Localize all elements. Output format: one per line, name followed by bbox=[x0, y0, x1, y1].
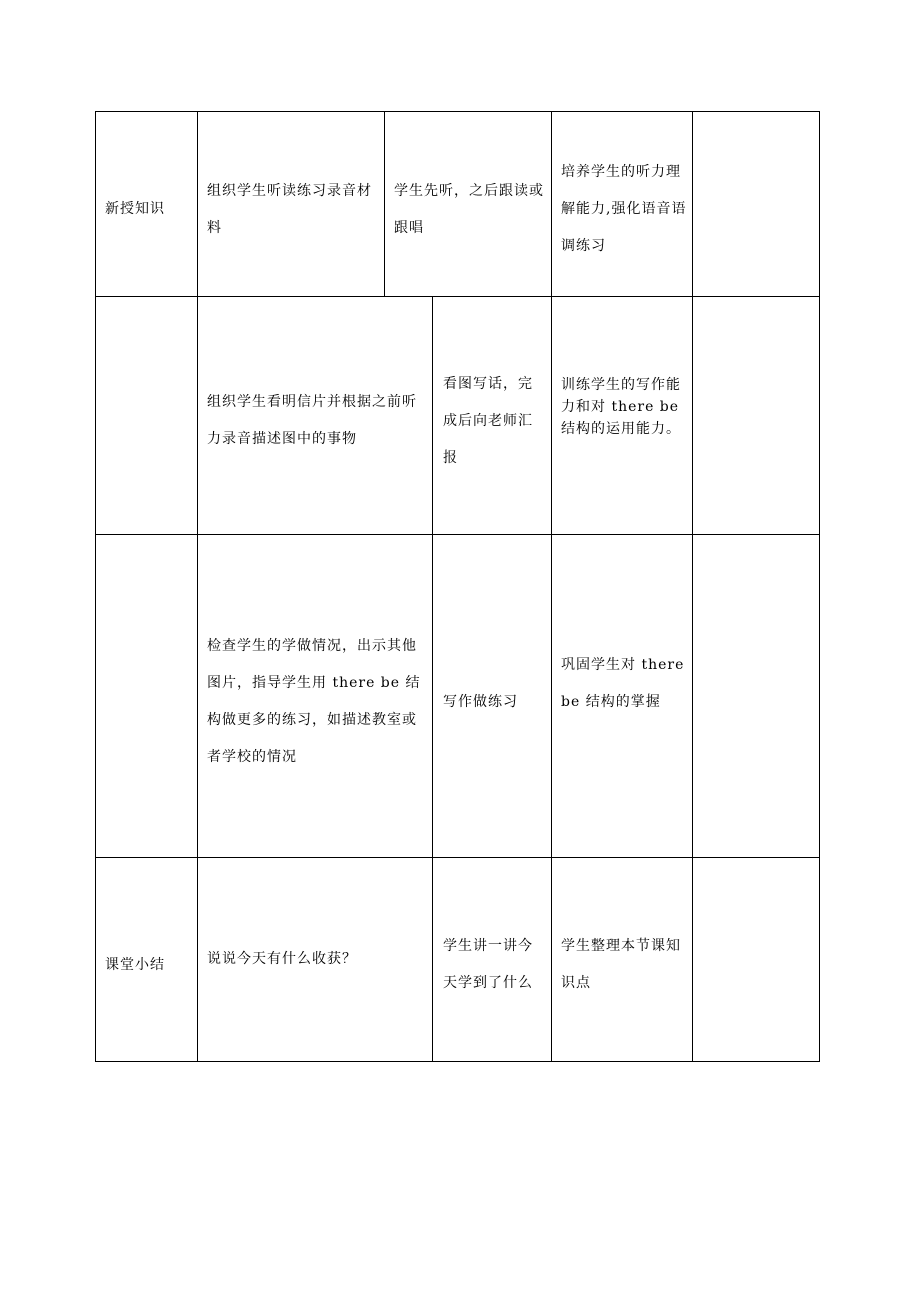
column-divider bbox=[432, 296, 433, 1062]
column-divider bbox=[551, 111, 552, 1062]
table-border-bottom bbox=[95, 1061, 820, 1062]
teacher-activity-cell: 检查学生的学做情况，出示其他图片，指导学生用 there be 结构做更多的练习，如描述教室或者学校的情况 bbox=[207, 638, 421, 765]
row-divider bbox=[95, 296, 820, 297]
stage-cell: 新授知识 bbox=[105, 201, 165, 217]
student-activity-cell: 学生先听，之后跟读或跟唱 bbox=[394, 183, 544, 236]
stage-cell: 课堂小结 bbox=[105, 957, 165, 973]
column-divider bbox=[692, 111, 693, 1062]
row-divider bbox=[95, 534, 820, 535]
purpose-cell: 培养学生的听力理解能力,强化语音语调练习 bbox=[561, 164, 687, 254]
teacher-activity-cell: 说说今天有什么收获？ bbox=[207, 951, 357, 967]
student-activity-cell: 看图写话，完成后向老师汇报 bbox=[443, 376, 533, 466]
row-divider bbox=[95, 857, 820, 858]
teacher-activity-cell: 组织学生看明信片并根据之前听力录音描述图中的事物 bbox=[207, 394, 417, 447]
purpose-cell: 巩固学生对 there be 结构的掌握 bbox=[561, 657, 685, 710]
student-activity-cell: 写作做练习 bbox=[443, 694, 518, 710]
table-border-left bbox=[95, 111, 96, 1062]
purpose-cell: 训练学生的写作能力和对 there be 结构的运用能力。 bbox=[561, 377, 681, 437]
column-divider bbox=[384, 111, 385, 297]
purpose-cell: 学生整理本节课知识点 bbox=[561, 938, 681, 991]
student-activity-cell: 学生讲一讲今天学到了什么 bbox=[443, 938, 533, 991]
teacher-activity-cell: 组织学生听读练习录音材料 bbox=[207, 183, 372, 236]
table-border-top bbox=[95, 111, 820, 112]
table-border-right bbox=[819, 111, 820, 1062]
column-divider bbox=[197, 111, 198, 1062]
